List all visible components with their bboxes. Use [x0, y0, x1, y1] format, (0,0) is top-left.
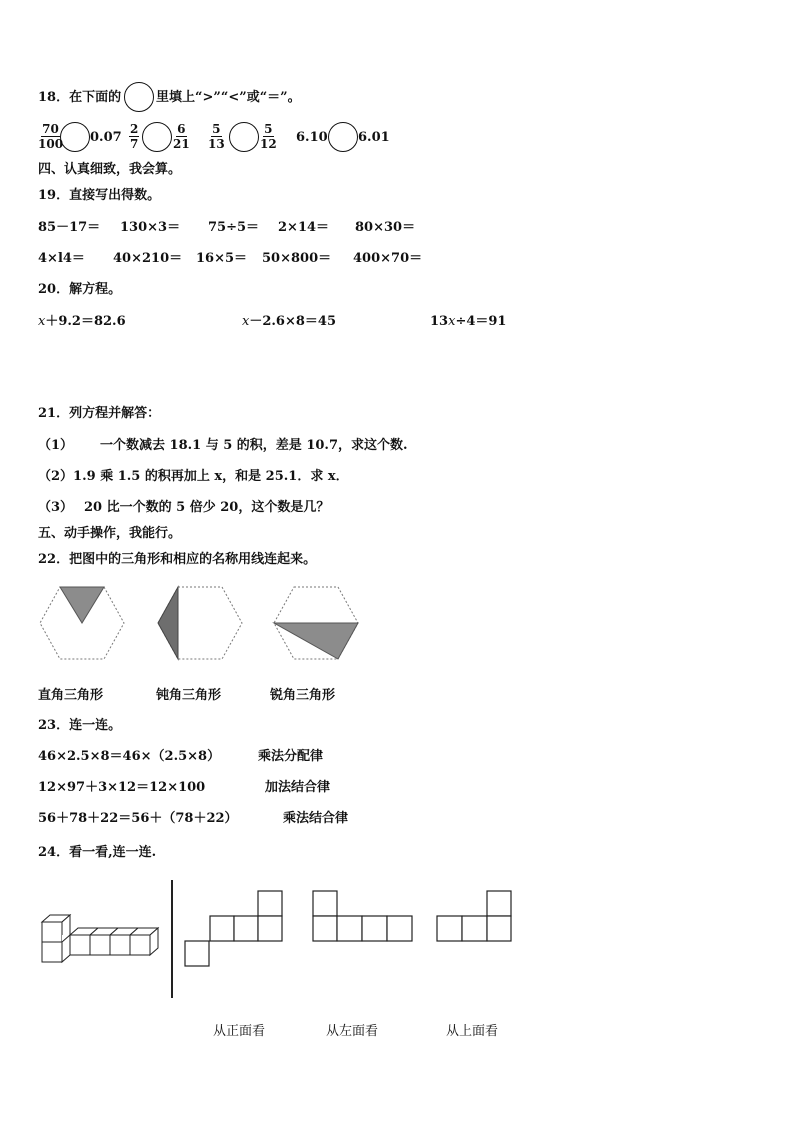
q18-title-pre: 18．在下面的 [38, 90, 122, 105]
value-d-right: 6.01 [358, 130, 390, 145]
fraction-b-right [173, 122, 190, 151]
compare-circle-3[interactable] [229, 122, 259, 152]
equation-2-var: x [242, 314, 250, 329]
fraction-c-right [260, 122, 277, 151]
fraction-b-den: 7 [130, 137, 139, 151]
equation-2 [242, 314, 336, 330]
q23-left-1: 46×2.5×8＝46×（2.5×8） [38, 749, 221, 764]
answer-circle-sample [124, 82, 154, 112]
q20-title: 20．解方程。 [38, 282, 122, 297]
q19-r2-4: 50×800＝ [262, 251, 332, 266]
fraction-c [208, 122, 225, 151]
q23-right-1: 乘法分配律 [258, 749, 324, 764]
q19-title: 19．直接写出得数。 [38, 188, 161, 203]
fraction-a-num: 70 [42, 122, 59, 136]
section-5-heading: 五、动手操作，我能行。 [38, 526, 182, 541]
q21-p1-num: （1） [38, 438, 74, 453]
label-acute-triangle: 锐角三角形 [270, 688, 336, 703]
value-d-left: 6.10 [296, 130, 328, 145]
q22-title: 22．把图中的三角形和相应的名称用线连起来。 [38, 552, 317, 567]
compare-circle-4[interactable] [328, 122, 358, 152]
q23-title: 23．连一连。 [38, 718, 122, 733]
label-obtuse-triangle: 钝角三角形 [156, 688, 222, 703]
vertical-divider [171, 880, 173, 998]
fraction-b-right-num: 6 [177, 122, 186, 136]
label-top-view: 从上面看 [446, 1024, 499, 1039]
fraction-b [129, 122, 139, 151]
equation-3-rest: ÷4＝91 [455, 314, 507, 329]
q21-p3-text: 20 比一个数的 5 倍少 20，这个数是几？ [84, 500, 330, 515]
fraction-b-num: 2 [130, 122, 139, 136]
view-c-grid [436, 890, 514, 944]
equation-3 [430, 314, 506, 330]
q19-r1-2: 130×3＝ [120, 220, 181, 235]
q19-r2-3: 16×5＝ [196, 251, 248, 266]
equation-1-rest: ＋9.2＝82.6 [45, 314, 126, 329]
equation-2-rest: －2.6×8＝45 [249, 314, 336, 329]
hexagon-right-triangle [38, 583, 128, 663]
q19-r2-5: 400×70＝ [353, 251, 423, 266]
equation-1-var: x [38, 314, 46, 329]
value-a-right: 0.07 [90, 130, 122, 145]
label-front-view: 从正面看 [213, 1024, 266, 1039]
fraction-b-right-den: 21 [173, 137, 190, 151]
q19-r1-4: 2×14＝ [278, 220, 330, 235]
q21-p3-num: （3） [38, 500, 74, 515]
fraction-c-right-num: 5 [264, 122, 273, 136]
equation-3-pre: 13 [430, 314, 449, 329]
q21-p1-text: 一个数减去 18.1 与 5 的积，差是 10.7，求这个数. [100, 438, 408, 453]
view-a-grid [184, 890, 284, 968]
q24-title: 24．看一看,连一连. [38, 845, 157, 860]
q19-r2-2: 40×210＝ [113, 251, 183, 266]
compare-circle-2[interactable] [142, 122, 172, 152]
q18-title-post: 里填上“>”“<”或“＝”。 [156, 90, 301, 105]
fraction-a-den: 100 [38, 137, 64, 151]
q21-title: 21．列方程并解答： [38, 406, 161, 421]
fraction-c-right-den: 12 [260, 137, 277, 151]
q21-p2-text: （2）1.9 乘 1.5 的积再加上 x，和是 25.1．求 x． [38, 469, 349, 484]
q19-r2-1: 4×l4＝ [38, 251, 85, 266]
section-4-heading: 四、认真细致，我会算。 [38, 162, 182, 177]
q19-r1-1: 85－17＝ [38, 220, 101, 235]
label-right-triangle: 直角三角形 [38, 688, 104, 703]
label-left-view: 从左面看 [326, 1024, 379, 1039]
cube-stack-3d [42, 912, 157, 970]
view-b-grid [312, 890, 414, 944]
equation-3-var: x [448, 314, 456, 329]
q19-r1-5: 80×30＝ [355, 220, 416, 235]
hexagon-acute-triangle [272, 583, 362, 663]
q23-right-2: 加法结合律 [265, 780, 331, 795]
fraction-c-num: 5 [212, 122, 221, 136]
equation-1 [38, 314, 126, 330]
q23-right-3: 乘法结合律 [283, 811, 349, 826]
compare-circle-1[interactable] [60, 122, 90, 152]
fraction-c-den: 13 [208, 137, 225, 151]
q23-left-3: 56＋78＋22＝56＋（78＋22） [38, 811, 238, 826]
q23-left-2: 12×97＋3×12＝12×100 [38, 780, 206, 795]
hexagon-obtuse-triangle [156, 583, 246, 663]
q19-r1-3: 75÷5＝ [208, 220, 260, 235]
